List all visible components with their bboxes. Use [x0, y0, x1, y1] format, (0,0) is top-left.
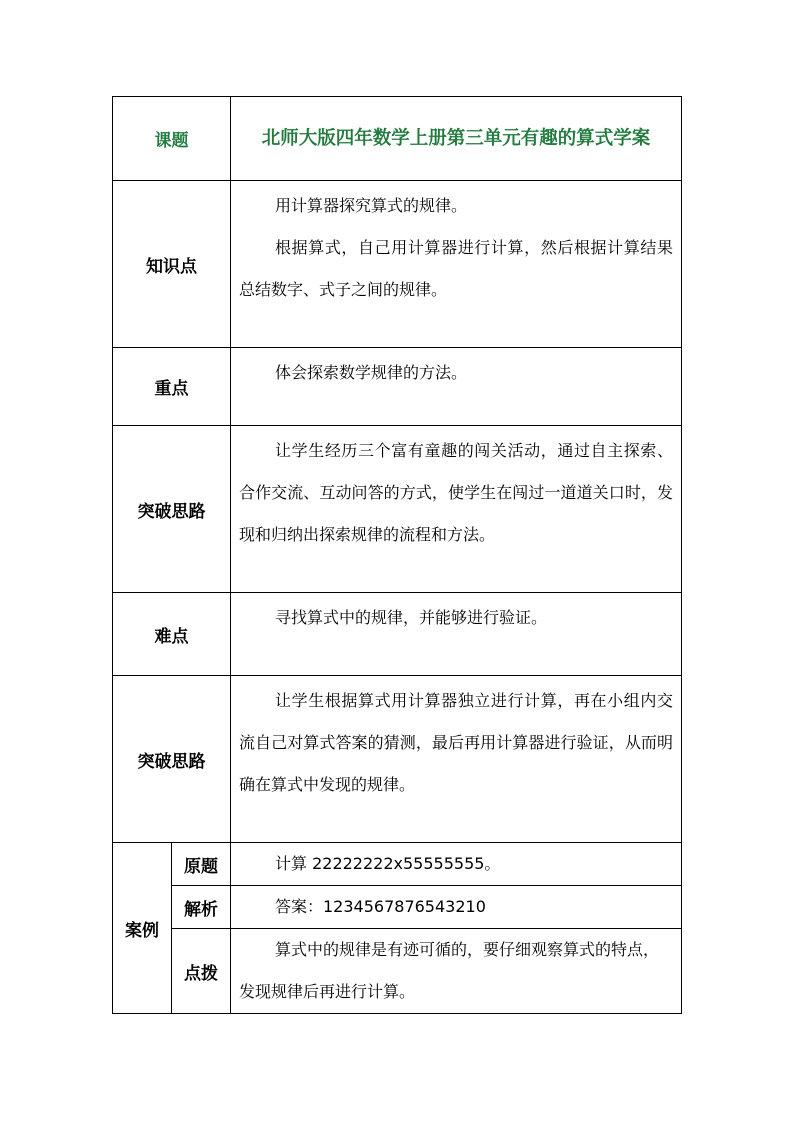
case-row-tip [113, 929, 682, 1014]
case-label: 案例 [113, 843, 172, 1014]
breakthrough-label-1: 突破思路 [113, 426, 231, 593]
case-analysis-text: 答案：1234567876543210 [275, 897, 486, 916]
title-row [113, 97, 682, 181]
key-point-paragraph: 体会探索数学规律的方法。 [275, 363, 468, 382]
case-analysis-content [231, 886, 682, 929]
case-tip-content [231, 929, 682, 1014]
key-point-label: 重点 [113, 348, 231, 426]
case-analysis-label: 解析 [172, 886, 231, 929]
breakthrough-label-2: 突破思路 [113, 676, 231, 843]
breakthrough-content-2 [231, 676, 682, 843]
knowledge-row [113, 181, 682, 348]
case-tip-text: 算式中的规律是有迹可循的，要仔细观察算式的特点，发现规律后再进行计算。 [239, 940, 660, 1001]
key-point-row [113, 348, 682, 426]
knowledge-paragraph-2: 根据算式，自己用计算器进行计算，然后根据计算结果总结数字、式子之间的规律。 [239, 238, 673, 299]
knowledge-label: 知识点 [113, 181, 231, 348]
difficulty-row [113, 593, 682, 676]
breakthrough-content-1 [231, 426, 682, 593]
knowledge-paragraph-1: 用计算器探究算式的规律。 [275, 196, 468, 215]
case-tip-label: 点拨 [172, 929, 231, 1014]
key-point-content [231, 348, 682, 426]
knowledge-content [231, 181, 682, 348]
title-label: 课题 [113, 97, 231, 181]
case-row-analysis [113, 886, 682, 929]
breakthrough-paragraph-2: 让学生根据算式用计算器独立进行计算，再在小组内交流自己对算式答案的猜测，最后再用计算器进行验证，从而明确在算式中发现的规律。 [239, 691, 673, 794]
breakthrough-row-2 [113, 676, 682, 843]
case-question-label: 原题 [172, 843, 231, 886]
lesson-plan-table [112, 96, 682, 1014]
case-question-text: 计算 22222222x55555555。 [275, 854, 501, 873]
breakthrough-paragraph-1: 让学生经历三个富有童趣的闯关活动，通过自主探索、合作交流、互动问答的方式，使学生在闯过一道道关口时，发现和归纳出探索规律的流程和方法。 [239, 441, 673, 544]
difficulty-content [231, 593, 682, 676]
case-question-content [231, 843, 682, 886]
case-row-question [113, 843, 682, 886]
difficulty-paragraph: 寻找算式中的规律，并能够进行验证。 [275, 608, 548, 627]
lesson-title: 北师大版四年数学上册第三单元有趣的算式学案 [231, 97, 682, 181]
difficulty-label: 难点 [113, 593, 231, 676]
breakthrough-row-1 [113, 426, 682, 593]
